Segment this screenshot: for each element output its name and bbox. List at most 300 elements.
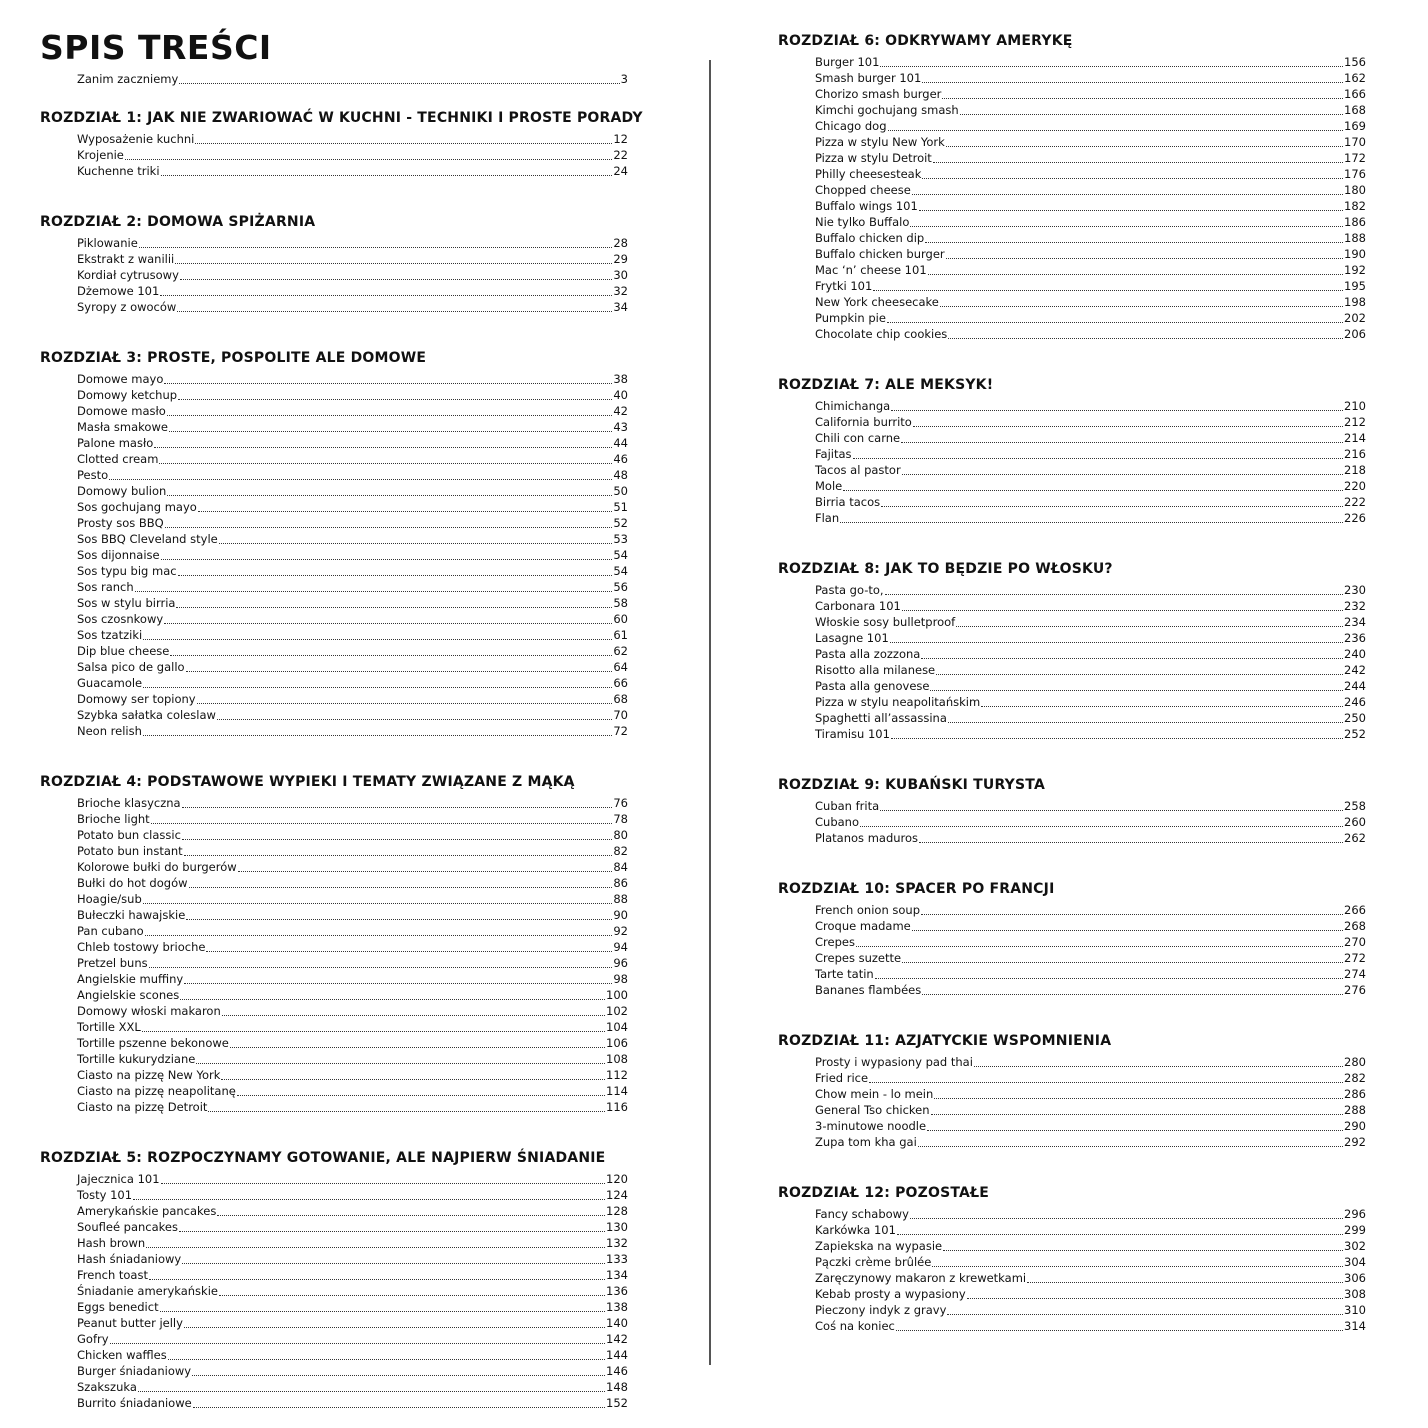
entry-page-number: 168 [1344, 103, 1366, 117]
entry-page-number: 72 [613, 724, 628, 738]
entry-label: Pieczony indyk z gravy [815, 1303, 947, 1317]
toc-entry[interactable] [77, 1099, 628, 1115]
entry-label: Ciasto na pizzę New York [77, 1068, 221, 1082]
toc-entry[interactable] [77, 907, 628, 923]
toc-entry[interactable] [77, 403, 628, 419]
toc-entry[interactable] [815, 182, 1366, 198]
toc-entry[interactable] [815, 246, 1366, 262]
chapter-heading[interactable]: ROZDZIAŁ 6: ODKRYWAMY AMERYKĘ [778, 33, 1073, 49]
toc-entry[interactable] [815, 294, 1366, 310]
chapter-entry-list [778, 1054, 1366, 1150]
chapter-heading[interactable]: ROZDZIAŁ 5: ROZPOCZYNAMY GOTOWANIE, ALE NAJPIERW ŚNIADANIE [40, 1150, 606, 1166]
toc-entry[interactable] [815, 134, 1366, 150]
toc-entry[interactable] [815, 1206, 1366, 1222]
toc-entry[interactable] [815, 462, 1366, 478]
toc-entry[interactable] [815, 494, 1366, 510]
entry-page-number: 192 [1344, 263, 1366, 277]
chapter-section [40, 1148, 628, 1411]
toc-entry[interactable] [815, 1270, 1366, 1286]
chapter-section [40, 772, 628, 1115]
toc-entry[interactable] [815, 1286, 1366, 1302]
entry-page-number: 114 [606, 1084, 628, 1098]
dot-leader [165, 526, 613, 528]
toc-entry[interactable] [815, 86, 1366, 102]
toc-entry[interactable] [815, 814, 1366, 830]
dot-leader [927, 1129, 1343, 1131]
toc-entry[interactable] [77, 283, 628, 299]
entry-label: Tortille XXL [77, 1020, 141, 1034]
dot-leader [168, 1358, 605, 1360]
entry-page-number: 272 [1344, 951, 1366, 965]
entry-label: Gofry [77, 1332, 109, 1346]
toc-entry[interactable] [77, 987, 628, 1003]
dot-leader [910, 225, 1343, 227]
chapter-section [778, 775, 1366, 846]
chapter-spacer [778, 526, 1366, 559]
dot-leader [179, 82, 619, 84]
dot-leader [948, 721, 1343, 723]
entry-label: Pretzel buns [77, 956, 148, 970]
toc-entry[interactable] [77, 955, 628, 971]
entry-page-number: 54 [613, 548, 628, 562]
entry-page-number: 304 [1344, 1255, 1366, 1269]
toc-entry[interactable] [77, 1171, 628, 1187]
entry-label: Salsa pico de gallo [77, 660, 185, 674]
toc-entry[interactable] [815, 902, 1366, 918]
chapter-heading[interactable]: ROZDZIAŁ 12: POZOSTAŁE [778, 1185, 990, 1201]
toc-entry[interactable] [815, 1302, 1366, 1318]
entry-page-number: 302 [1344, 1239, 1366, 1253]
entry-page-number: 288 [1344, 1103, 1366, 1117]
chapter-heading[interactable]: ROZDZIAŁ 7: ALE MEKSYK! [778, 377, 994, 393]
toc-entry[interactable] [77, 939, 628, 955]
toc-entry[interactable] [815, 1318, 1366, 1334]
dot-leader [873, 289, 1343, 291]
entry-page-number: 104 [606, 1020, 628, 1034]
entry-page-number: 140 [606, 1316, 628, 1330]
dot-leader [138, 1390, 605, 1392]
chapter-spacer [778, 1150, 1366, 1183]
entry-label: Lasagne 101 [815, 631, 889, 645]
toc-entry[interactable] [815, 1102, 1366, 1118]
toc-entry[interactable] [815, 934, 1366, 950]
chapter-spacer [40, 739, 628, 772]
entry-page-number: 148 [606, 1380, 628, 1394]
toc-entry[interactable] [77, 1283, 628, 1299]
entry-page-number: 246 [1344, 695, 1366, 709]
toc-entry[interactable] [815, 54, 1366, 70]
entry-page-number: 296 [1344, 1207, 1366, 1221]
dot-leader [880, 809, 1343, 811]
toc-entry[interactable] [77, 251, 628, 267]
entry-page-number: 252 [1344, 727, 1366, 741]
entry-page-number: 100 [606, 988, 628, 1002]
entry-label: Karkówka 101 [815, 1223, 896, 1237]
toc-entry[interactable] [77, 1331, 628, 1347]
toc-entry[interactable] [815, 262, 1366, 278]
chapter-heading[interactable]: ROZDZIAŁ 8: JAK TO BĘDZIE PO WŁOSKU? [778, 561, 1113, 577]
dot-leader [217, 718, 612, 720]
toc-entry[interactable] [815, 70, 1366, 86]
entry-label: General Tso chicken [815, 1103, 930, 1117]
entry-page-number: 88 [613, 892, 628, 906]
entry-label: Flan [815, 511, 840, 525]
toc-entry[interactable] [815, 646, 1366, 662]
dot-leader [175, 262, 612, 264]
entry-page-number: 3 [620, 72, 628, 86]
entry-label: Pączki crème brûlée [815, 1255, 932, 1269]
entry-label: Burrito śniadaniowe [77, 1396, 192, 1410]
entry-label: Kimchi gochujang smash [815, 103, 959, 117]
entry-page-number: 54 [613, 564, 628, 578]
chapter-spacer [40, 315, 628, 348]
chapter-entry-list [778, 1206, 1366, 1334]
toc-entry[interactable] [77, 971, 628, 987]
dot-leader [1027, 1281, 1343, 1283]
dot-leader [913, 425, 1343, 427]
toc-entry[interactable] [815, 630, 1366, 646]
entry-page-number: 132 [606, 1236, 628, 1250]
entry-page-number: 170 [1344, 135, 1366, 149]
entry-page-number: 98 [613, 972, 628, 986]
dot-leader [184, 854, 613, 856]
chapter-heading[interactable]: ROZDZIAŁ 4: PODSTAWOWE WYPIEKI I TEMATY ZWIĄZANE Z MĄKĄ [40, 774, 575, 790]
entry-label: Tosty 101 [77, 1188, 133, 1202]
toc-entry[interactable] [77, 419, 628, 435]
toc-entry[interactable] [77, 1299, 628, 1315]
chapter-heading[interactable]: ROZDZIAŁ 3: PROSTE, POSPOLITE ALE DOMOWE [40, 350, 427, 366]
toc-entry[interactable] [815, 710, 1366, 726]
toc-entry[interactable] [77, 1347, 628, 1363]
toc-entry[interactable] [77, 1083, 628, 1099]
entry-label: Frytki 101 [815, 279, 873, 293]
column-divider [709, 60, 711, 1365]
toc-entry[interactable] [815, 478, 1366, 494]
toc-entry[interactable] [815, 398, 1366, 414]
chapter-heading[interactable]: ROZDZIAŁ 10: SPACER PO FRANCJI [778, 881, 1055, 897]
toc-entry[interactable] [77, 1379, 628, 1395]
toc-entry[interactable] [77, 723, 628, 739]
toc-entry[interactable] [77, 1067, 628, 1083]
chapter-spacer [40, 1115, 628, 1148]
dot-leader [919, 841, 1343, 843]
toc-entry[interactable] [77, 467, 628, 483]
toc-entry[interactable] [815, 918, 1366, 934]
entry-page-number: 236 [1344, 631, 1366, 645]
entry-label: Chicken waffles [77, 1348, 167, 1362]
toc-entry[interactable] [77, 515, 628, 531]
entry-page-number: 250 [1344, 711, 1366, 725]
toc-entry[interactable] [77, 1395, 628, 1411]
dot-leader [160, 1310, 605, 1312]
chapter-section [778, 375, 1366, 526]
entry-page-number: 124 [606, 1188, 628, 1202]
dot-leader [167, 494, 612, 496]
toc-entry[interactable] [77, 1187, 628, 1203]
entry-label: Śniadanie amerykańskie [77, 1284, 218, 1298]
toc-entry[interactable] [77, 579, 628, 595]
entry-label: Sos ranch [77, 580, 134, 594]
toc-entry[interactable] [815, 1134, 1366, 1150]
chapter-section [778, 1183, 1366, 1334]
entry-page-number: 310 [1344, 1303, 1366, 1317]
dot-leader [928, 273, 1343, 275]
toc-entry[interactable] [77, 1019, 628, 1035]
entry-page-number: 146 [606, 1364, 628, 1378]
toc-entry[interactable] [77, 483, 628, 499]
chapter-entry-list [40, 1171, 628, 1411]
entry-label: Masła smakowe [77, 420, 168, 434]
toc-entry[interactable] [815, 166, 1366, 182]
toc-entry[interactable] [815, 430, 1366, 446]
entry-label: Hoagie/sub [77, 892, 142, 906]
toc-entry[interactable] [815, 1086, 1366, 1102]
toc-entry[interactable] [77, 595, 628, 611]
toc-entry[interactable] [77, 267, 628, 283]
dot-leader [197, 702, 613, 704]
entry-page-number: 64 [613, 660, 628, 674]
entry-label: Philly cheesesteak [815, 167, 922, 181]
toc-entry[interactable] [77, 371, 628, 387]
entry-page-number: 51 [613, 500, 628, 514]
toc-entry[interactable] [815, 414, 1366, 430]
dot-leader [142, 1030, 605, 1032]
entry-label: Chili con carne [815, 431, 901, 445]
entry-page-number: 226 [1344, 511, 1366, 525]
toc-entry[interactable] [815, 1254, 1366, 1270]
dot-leader [193, 1406, 605, 1408]
dot-leader [912, 193, 1343, 195]
toc-entry[interactable] [77, 235, 628, 251]
entry-label: Zaręczynowy makaron z krewetkami [815, 1271, 1027, 1285]
right-chapter-list [778, 31, 1366, 1334]
entry-label: Guacamole [77, 676, 143, 690]
dot-leader [219, 542, 613, 544]
toc-entry[interactable] [77, 1219, 628, 1235]
entry-page-number: 202 [1344, 311, 1366, 325]
dot-leader [160, 294, 612, 296]
toc-entry[interactable] [815, 230, 1366, 246]
entry-page-number: 144 [606, 1348, 628, 1362]
toc-entry[interactable] [815, 614, 1366, 630]
toc-entry[interactable] [815, 582, 1366, 598]
entry-label: Chocolate chip cookies [815, 327, 948, 341]
toc-entry[interactable] [77, 659, 628, 675]
entry-page-number: 260 [1344, 815, 1366, 829]
dot-leader [960, 113, 1343, 115]
entry-page-number: 282 [1344, 1071, 1366, 1085]
toc-entry[interactable] [815, 310, 1366, 326]
entry-page-number: 290 [1344, 1119, 1366, 1133]
dot-leader [178, 398, 612, 400]
dot-leader [170, 654, 612, 656]
dot-leader [196, 1062, 605, 1064]
entry-label: Szybka sałatka coleslaw [77, 708, 216, 722]
chapter-section [40, 212, 628, 315]
entry-label: Cuban frita [815, 799, 880, 813]
toc-entry[interactable] [815, 1118, 1366, 1134]
toc-entry[interactable] [77, 563, 628, 579]
toc-entry[interactable] [77, 299, 628, 315]
entry-page-number: 258 [1344, 799, 1366, 813]
toc-entry[interactable] [77, 1235, 628, 1251]
entry-label: Mole [815, 479, 843, 493]
toc-entry[interactable] [77, 643, 628, 659]
dot-leader [145, 934, 613, 936]
entry-page-number: 61 [613, 628, 628, 642]
toc-entry[interactable] [77, 1035, 628, 1051]
entry-label: Prosty i wypasiony pad thai [815, 1055, 973, 1069]
toc-entry[interactable] [77, 691, 628, 707]
toc-entry[interactable] [77, 843, 628, 859]
toc-entry[interactable] [77, 611, 628, 627]
dot-leader [901, 441, 1343, 443]
entry-page-number: 266 [1344, 903, 1366, 917]
toc-entry[interactable] [815, 198, 1366, 214]
toc-entry[interactable] [815, 598, 1366, 614]
entry-label: Tortille kukurydziane [77, 1052, 196, 1066]
dot-leader [159, 462, 612, 464]
toc-entry[interactable] [815, 1222, 1366, 1238]
toc-entry[interactable] [77, 451, 628, 467]
toc-entry[interactable] [77, 891, 628, 907]
toc-entry[interactable] [77, 1315, 628, 1331]
toc-entry[interactable] [815, 830, 1366, 846]
toc-entry[interactable] [77, 131, 628, 147]
dot-leader [164, 382, 612, 384]
toc-entry[interactable] [77, 547, 628, 563]
toc-entry[interactable] [815, 214, 1366, 230]
entry-page-number: 176 [1344, 167, 1366, 181]
toc-entry[interactable] [77, 1051, 628, 1067]
toc-entry[interactable] [815, 118, 1366, 134]
toc-entry[interactable] [77, 795, 628, 811]
toc-entry[interactable] [77, 1203, 628, 1219]
entry-label: Sos dijonnaise [77, 548, 160, 562]
toc-entry[interactable] [77, 1003, 628, 1019]
entry-page-number: 244 [1344, 679, 1366, 693]
entry-label: Fried rice [815, 1071, 869, 1085]
entry-page-number: 128 [606, 1204, 628, 1218]
entry-label: Smash burger 101 [815, 71, 922, 85]
toc-entry[interactable] [815, 446, 1366, 462]
toc-entry[interactable] [77, 1363, 628, 1379]
entry-label: Carbonara 101 [815, 599, 901, 613]
toc-entry[interactable] [815, 726, 1366, 742]
dot-leader [880, 65, 1343, 67]
dot-leader [151, 822, 613, 824]
entry-page-number: 43 [613, 420, 628, 434]
toc-entry[interactable] [77, 1267, 628, 1283]
toc-entry[interactable] [77, 675, 628, 691]
toc-entry[interactable] [77, 1251, 628, 1267]
entry-label: Fajitas [815, 447, 852, 461]
toc-entry[interactable] [77, 147, 628, 163]
toc-entry[interactable] [815, 950, 1366, 966]
toc-entry[interactable] [815, 678, 1366, 694]
entry-page-number: 230 [1344, 583, 1366, 597]
toc-entry[interactable] [77, 875, 628, 891]
toc-entry[interactable] [815, 510, 1366, 526]
entry-page-number: 62 [613, 644, 628, 658]
dot-leader [139, 246, 613, 248]
entry-label: Sos w stylu birria [77, 596, 176, 610]
entry-page-number: 136 [606, 1284, 628, 1298]
entry-label: Kordiał cytrusowy [77, 268, 179, 282]
entry-label: Tacos al pastor [815, 463, 901, 477]
entry-page-number: 12 [613, 132, 628, 146]
dot-leader [222, 1014, 605, 1016]
toc-entry[interactable] [815, 1054, 1366, 1070]
toc-entry[interactable] [77, 827, 628, 843]
toc-entry[interactable] [77, 387, 628, 403]
entry-page-number: 214 [1344, 431, 1366, 445]
entry-page-number: 172 [1344, 151, 1366, 165]
dot-leader [143, 638, 612, 640]
entry-label: Jajecznica 101 [77, 1172, 160, 1186]
chapter-heading[interactable]: ROZDZIAŁ 2: DOMOWA SPIŻARNIA [40, 214, 316, 230]
chapter-entry-list [778, 902, 1366, 998]
dot-leader [206, 950, 612, 952]
entry-page-number: 169 [1344, 119, 1366, 133]
chapter-spacer [778, 742, 1366, 775]
toc-entry[interactable] [77, 811, 628, 827]
entry-label: Pasta go-to, [815, 583, 884, 597]
toc-entry[interactable] [815, 150, 1366, 166]
entry-label: Clotted cream [77, 452, 159, 466]
toc-entry[interactable] [77, 531, 628, 547]
dot-leader [186, 918, 612, 920]
toc-entry[interactable] [815, 1070, 1366, 1086]
entry-label: Domowy ketchup [77, 388, 178, 402]
toc-entry[interactable] [77, 435, 628, 451]
entry-page-number: 142 [606, 1332, 628, 1346]
toc-entry[interactable] [815, 278, 1366, 294]
entry-page-number: 120 [606, 1172, 628, 1186]
entry-label: Pumpkin pie [815, 311, 886, 325]
entry-page-number: 276 [1344, 983, 1366, 997]
toc-entry[interactable] [815, 798, 1366, 814]
toc-entry-intro[interactable] [77, 71, 628, 87]
toc-entry[interactable] [815, 326, 1366, 342]
dot-leader [186, 670, 613, 672]
toc-entry[interactable] [815, 966, 1366, 982]
entry-page-number: 274 [1344, 967, 1366, 981]
entry-label: Pizza w stylu Detroit [815, 151, 932, 165]
chapter-heading[interactable]: ROZDZIAŁ 11: AZJATYCKIE WSPOMNIENIA [778, 1033, 1112, 1049]
dot-leader [890, 641, 1343, 643]
toc-entry[interactable] [77, 707, 628, 723]
entry-label: Burger śniadaniowy [77, 1364, 192, 1378]
toc-entry[interactable] [815, 694, 1366, 710]
toc-entry[interactable] [815, 662, 1366, 678]
entry-label: Croque madame [815, 919, 911, 933]
toc-entry[interactable] [77, 627, 628, 643]
toc-entry[interactable] [77, 163, 628, 179]
toc-entry[interactable] [77, 499, 628, 515]
entry-label: Sos gochujang mayo [77, 500, 197, 514]
chapter-section [778, 1031, 1366, 1150]
toc-entry[interactable] [77, 859, 628, 875]
toc-entry[interactable] [815, 102, 1366, 118]
toc-entry[interactable] [815, 1238, 1366, 1254]
toc-entry[interactable] [77, 923, 628, 939]
dot-leader [967, 1297, 1343, 1299]
chapter-heading[interactable]: ROZDZIAŁ 1: JAK NIE ZWARIOWAĆ W KUCHNI - TECHNIKI I PROSTE PORADY [40, 110, 643, 126]
entry-page-number: 212 [1344, 415, 1366, 429]
chapter-heading[interactable]: ROZDZIAŁ 9: KUBAŃSKI TURYSTA [778, 777, 1045, 793]
toc-entry[interactable] [815, 982, 1366, 998]
